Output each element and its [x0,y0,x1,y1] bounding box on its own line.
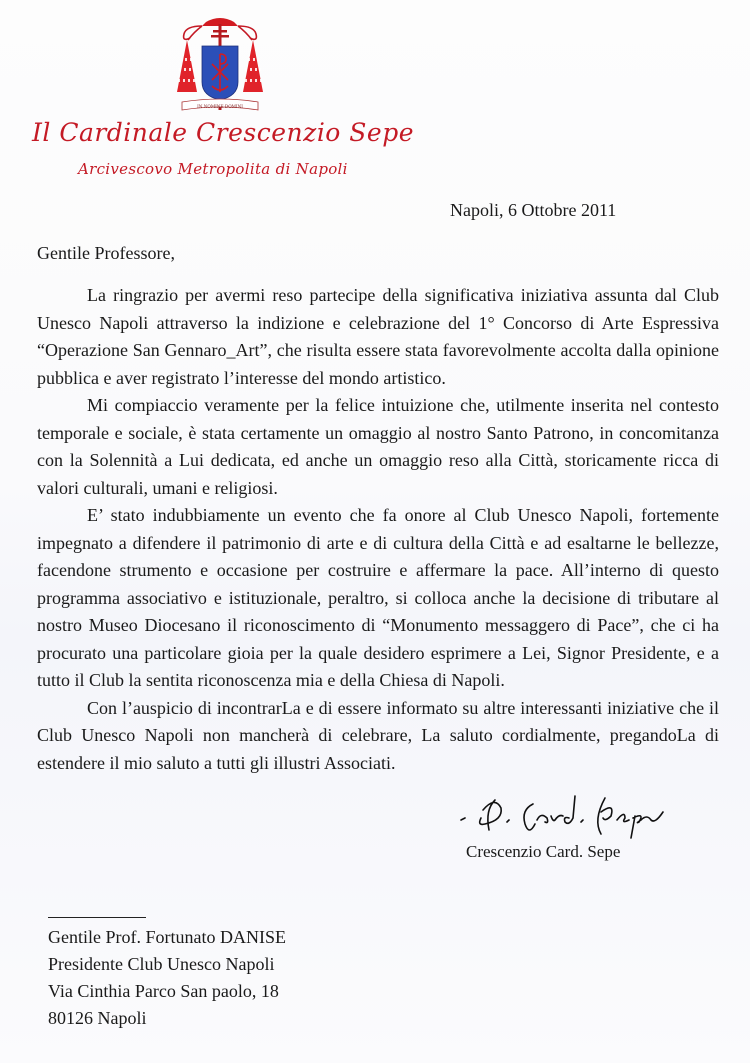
cardinal-coat-of-arms-icon [172,12,268,116]
recipient-city: 80126 Napoli [48,1008,147,1028]
place-date: Napoli, 6 Ottobre 2011 [450,200,617,220]
tassels-right [243,40,263,92]
recipient-street: Via Cinthia Parco San paolo, 18 [48,981,279,1001]
paragraph: Mi compiaccio veramente per la felice intuizione che, utilmente inserita nel contesto temporale e sociale, è stata certamente un omaggio al nostro Santo Patrono, in concomitanza con la Solennità a Lui dedicata, ed anche un omaggio reso alla Città, storicamente ricca di valori culturali, umani e religiosi. [37,395,719,498]
letterhead-title: Il Cardinale Crescenzio Sepe [32,118,415,147]
letterhead-subtitle: Arcivescovo Metropolita di Napoli [78,160,348,178]
handwritten-signature [455,790,695,840]
recipient-title: Presidente Club Unesco Napoli [48,954,275,974]
tassels-left [177,40,197,92]
paragraph: E’ stato indubbiamente un evento che fa onore al Club Unesco Napoli, fortemente impegnato a difendere il patrimonio di arte e di cultura della Città e ad esaltarne le bellezze, facendone strumento e occasione per costruire e affermare la pace. All’interno di questo programma associativo e istituzionale, peraltro, si colloca anche la decisione di tributare al nostro Museo Diocesano il riconoscimento di “Monumento messaggero di Pace”, che ci ha procurato una particolare gioia per la quale desidero esprimere a Lei, Signor Presidente, e a tutto il Club la sentita riconoscenza mia e della Chiesa di Napoli. [37,505,719,690]
recipient-name: Gentile Prof. Fortunato DANISE [48,927,286,947]
separator-line [48,917,146,918]
signature-name: Crescenzio Card. Sepe [466,842,621,861]
recipient-address [48,924,286,1032]
paragraph: Con l’auspicio di incontrarLa e di essere informato su altre interessanti iniziative che il Club Unesco Napoli non mancherà di celebrare, La saluto cordialmente, pregandoLa di estendere il mio saluto a tutti gli illustri Associati. [37,697,719,773]
paragraph: La ringrazio per avermi reso partecipe della significativa iniziativa assunta dal Club Unesco Napoli attraverso la indizione e celebrazione del 1° Concorso di Arte Espressiva “Operazione San Gennaro_Art”, che risulta essere stata favorevolmente accolta dalla opinione pubblica e aver registrato l’interesse del mondo artistico. [37,285,719,388]
letter-body [37,282,719,777]
motto-text: IN NOMINE DOMINI [197,104,243,109]
greeting: Gentile Professore, [37,243,175,263]
